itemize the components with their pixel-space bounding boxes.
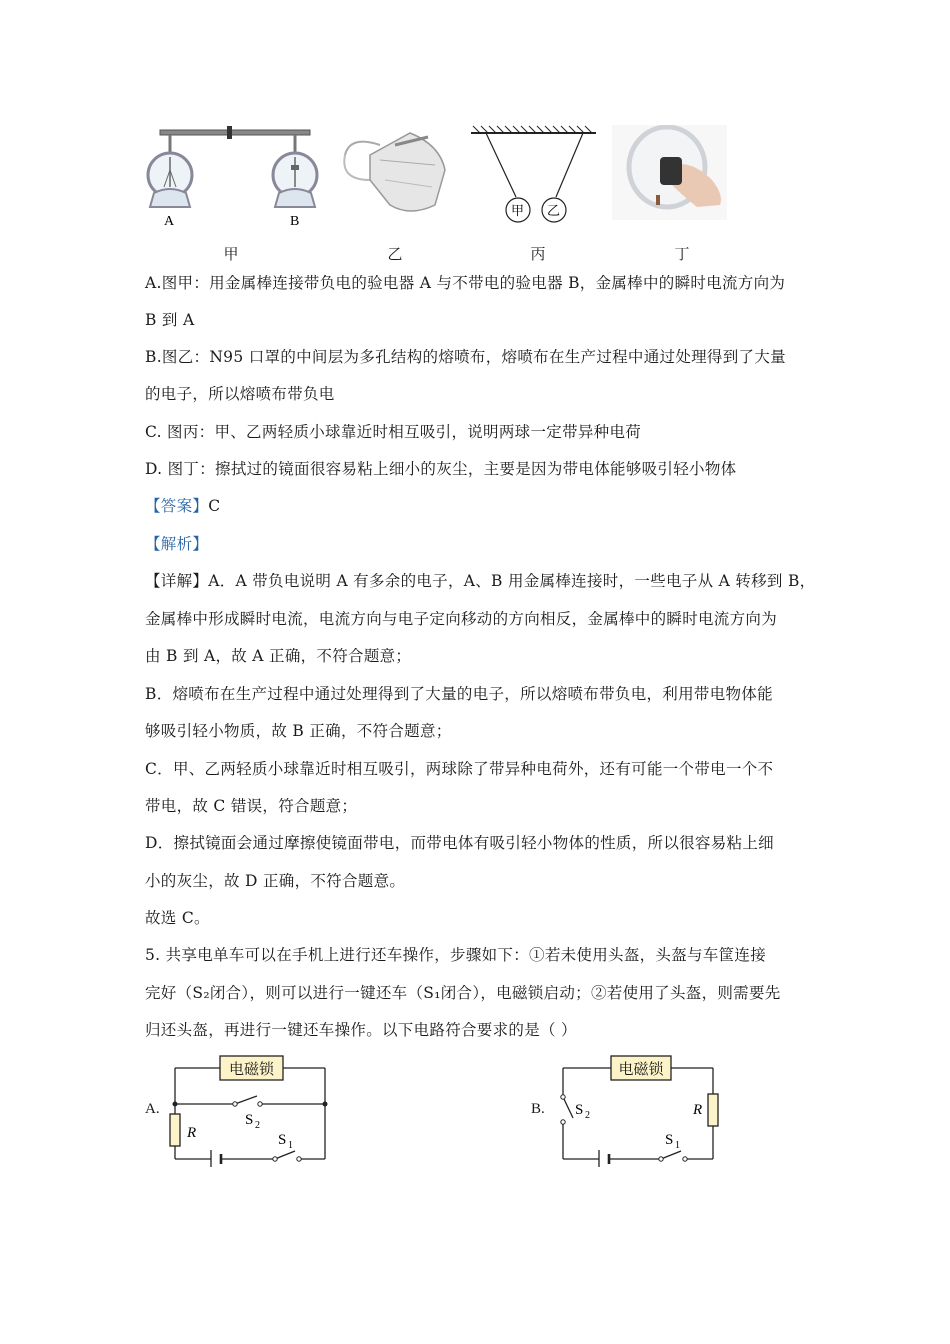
detail-line-0 xyxy=(145,571,815,591)
option-b-line1: B.图乙：N95 口罩的中间层为多孔结构的熔喷布，熔喷布在生产过程中通过处理得到了大量 xyxy=(145,348,786,366)
circuit-b-s1-sub: 1 xyxy=(675,1140,680,1151)
detail-text-0: A．A 带负电说明 A 有多余的电子，A、B 用金属棒连接时，一些电子从 A 转移到 B， xyxy=(208,572,816,590)
detail-line-7: D．擦拭镜面会通过摩擦使镜面带电，而带电体有吸引轻小物体的性质，所以很容易粘上细 xyxy=(145,834,774,852)
option-c-line1: C. 图丙：甲、乙两轻质小球靠近时相互吸引，说明两球一定带异种电荷 xyxy=(145,423,642,441)
label-b: B xyxy=(290,214,300,229)
option-a-line2: B 到 A xyxy=(145,311,195,329)
q5-line-0: 5. 共享电单车可以在手机上进行还车操作，步骤如下：①若未使用头盔，头盔与车筐连接 xyxy=(145,946,767,964)
circuit-b-lock-label: 电磁锁 xyxy=(618,1062,664,1078)
detail-line-5: C．甲、乙两轻质小球靠近时相互吸引，两球除了带异种电荷外，还有可能一个带电一个不 xyxy=(145,760,774,778)
detail-tag: 【详解】 xyxy=(145,572,209,590)
ball-yi-label: 乙 xyxy=(547,203,561,218)
circuit-b-s1-label: S xyxy=(665,1132,674,1148)
figure-ding-mirror xyxy=(612,125,727,220)
circuit-a-resistor-label: R xyxy=(187,1125,197,1141)
circuit-a-option: A. xyxy=(145,1101,160,1117)
circuit-a-s1-label: S xyxy=(278,1132,287,1148)
answer-tag: 【答案】 xyxy=(145,497,209,515)
detail-line-4: 够吸引轻小物质，故 B 正确，不符合题意； xyxy=(145,722,452,740)
detail-line-2: 由 B 到 A，故 A 正确，不符合题意； xyxy=(145,647,412,665)
circuit-b xyxy=(553,1052,728,1167)
caption-ding: 丁 xyxy=(674,245,690,263)
option-d-line1: D. 图丁：擦拭过的镜面很容易粘上细小的灰尘，主要是因为带电体能够吸引轻小物体 xyxy=(145,460,737,478)
analysis-tag: 【解析】 xyxy=(145,535,209,553)
circuit-a xyxy=(165,1052,340,1167)
ball-jia-label: 甲 xyxy=(511,203,525,218)
option-a-line1: A.图甲：用金属棒连接带负电的验电器 A 与不带电的验电器 B，金属棒中的瞬时电流方向为 xyxy=(145,274,786,292)
q5-line-1: 完好（S₂闭合），则可以进行一键还车（S₁闭合），电磁锁启动；②若使用了头盔，则需要先 xyxy=(145,984,781,1002)
circuit-b-resistor-label: R xyxy=(693,1102,703,1118)
detail-line-8: 小的灰尘，故 D 正确，不符合题意。 xyxy=(145,872,406,890)
circuit-b-s2-label: S xyxy=(575,1102,584,1118)
figure-jia-electroscopes xyxy=(140,125,320,235)
detail-line-9: 故选 C。 xyxy=(145,909,210,927)
circuit-b-s2-sub: 2 xyxy=(585,1110,590,1121)
detail-line-3: B．熔喷布在生产过程中通过处理得到了大量的电子，所以熔喷布带负电，利用带电物体能 xyxy=(145,685,773,703)
caption-yi: 乙 xyxy=(387,245,403,263)
answer-line xyxy=(145,496,220,516)
option-b-line2: 的电子，所以熔喷布带负电 xyxy=(145,385,335,403)
figure-bing-balls xyxy=(468,125,598,225)
circuit-a-s2-sub: 2 xyxy=(255,1120,260,1131)
q5-line-2: 归还头盔，再进行一键还车操作。以下电路符合要求的是（ ） xyxy=(145,1021,577,1039)
answer-value: C xyxy=(208,497,221,515)
circuit-a-lock-label: 电磁锁 xyxy=(228,1062,275,1078)
circuit-a-s2-label: S xyxy=(245,1112,254,1128)
circuit-a-s1-sub: 1 xyxy=(288,1140,293,1151)
analysis-line xyxy=(145,534,208,554)
detail-line-1: 金属棒中形成瞬时电流，电流方向与电子定向移动的方向相反，金属棒中的瞬时电流方向为 xyxy=(145,610,778,628)
detail-line-6: 带电，故 C 错误，符合题意； xyxy=(145,797,358,815)
caption-bing: 丙 xyxy=(530,245,546,263)
label-a: A xyxy=(164,214,175,229)
figure-yi-mask xyxy=(340,125,450,220)
circuit-b-option: B. xyxy=(531,1101,545,1117)
caption-jia: 甲 xyxy=(223,245,239,263)
